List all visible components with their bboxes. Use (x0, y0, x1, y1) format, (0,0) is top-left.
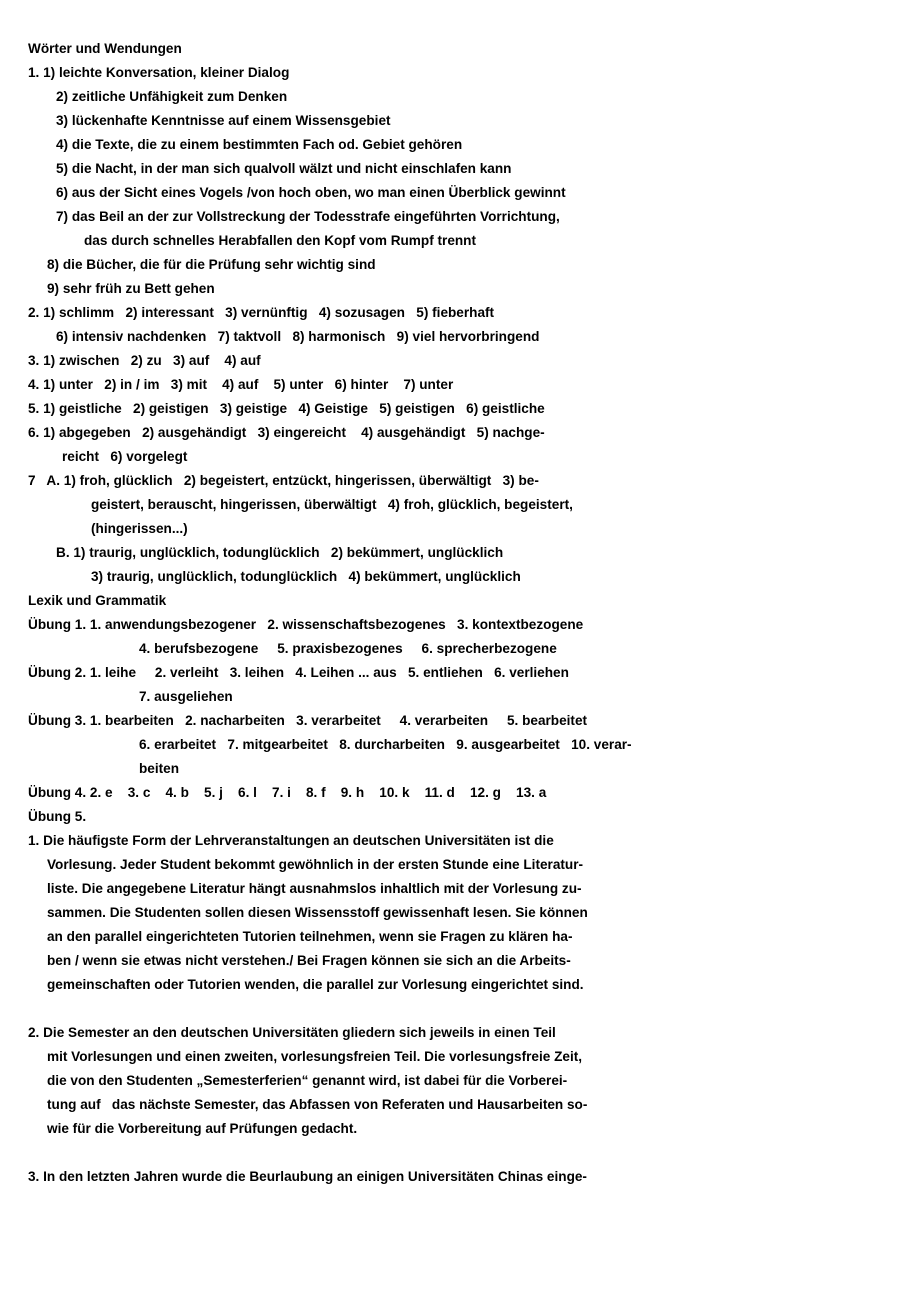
text-line: B. 1) traurig, unglücklich, todunglücklich 2) bekümmert, unglücklich (56, 545, 504, 560)
text-line: 6. 1) abgegeben 2) ausgehändigt 3) eingereicht 4) ausgehändigt 5) nachge- (28, 425, 545, 440)
text-line: das durch schnelles Herabfallen den Kopf vom Rumpf trennt (84, 233, 477, 248)
text-line: 1. 1) leichte Konversation, kleiner Dialog (28, 65, 290, 80)
text-line: 5) die Nacht, in der man sich qualvoll wälzt und nicht einschlafen kann (56, 161, 512, 176)
heading-uebung-5: Übung 5. (28, 809, 87, 824)
text-line: 3) lückenhafte Kenntnisse auf einem Wissensgebiet (56, 113, 391, 128)
text-line: reicht 6) vorgelegt (62, 449, 188, 464)
text-line: 6. erarbeitet 7. mitgearbeitet 8. durcharbeiten 9. ausgearbeitet 10. verar- (139, 737, 632, 752)
text-line: Übung 1. 1. anwendungsbezogener 2. wissenschaftsbezogenes 3. kontextbezogene (28, 617, 584, 632)
text-line: 6) aus der Sicht eines Vogels /von hoch oben, wo man einen Überblick gewinnt (56, 185, 566, 200)
paragraph-line: 2. Die Semester an den deutschen Universitäten gliedern sich jeweils in einen Teil (28, 1025, 556, 1040)
text-line: 7 A. 1) froh, glücklich 2) begeistert, entzückt, hingerissen, überwältigt 3) be- (28, 473, 539, 488)
text-line: geistert, berauscht, hingerissen, überwältigt 4) froh, glücklich, begeistert, (91, 497, 573, 512)
text-line: 7) das Beil an der zur Vollstreckung der Todesstrafe eingeführten Vorrichtung, (56, 209, 560, 224)
paragraph-line: tung auf das nächste Semester, das Abfassen von Referaten und Hausarbeiten so- (47, 1097, 588, 1112)
paragraph-line: 1. Die häufigste Form der Lehrveranstaltungen an deutschen Universitäten ist die (28, 833, 554, 848)
text-line: Übung 3. 1. bearbeiten 2. nacharbeiten 3. verarbeitet 4. verarbeiten 5. bearbeitet (28, 713, 588, 728)
text-line: 4) die Texte, die zu einem bestimmten Fach od. Gebiet gehören (56, 137, 463, 152)
heading-woerter-und-wendungen: Wörter und Wendungen (28, 41, 182, 56)
heading-lexik-und-grammatik: Lexik und Grammatik (28, 593, 167, 608)
paragraph-line: Vorlesung. Jeder Student bekommt gewöhnlich in der ersten Stunde eine Literatur- (47, 857, 584, 872)
paragraph-line: sammen. Die Studenten sollen diesen Wissensstoff gewissenhaft lesen. Sie können (47, 905, 588, 920)
text-line: 5. 1) geistliche 2) geistigen 3) geistige 4) Geistige 5) geistigen 6) geistliche (28, 401, 545, 416)
paragraph-line: liste. Die angegebene Literatur hängt ausnahmslos inhaltlich mit der Vorlesung zu- (47, 881, 582, 896)
text-line: 3) traurig, unglücklich, todunglücklich 4) bekümmert, unglücklich (91, 569, 521, 584)
paragraph-line: an den parallel eingerichteten Tutorien teilnehmen, wenn sie Fragen zu klären ha- (47, 929, 573, 944)
paragraph-line: die von den Studenten „Semesterferien“ genannt wird, ist dabei für die Vorberei- (47, 1073, 568, 1088)
text-line: Übung 2. 1. leihe 2. verleiht 3. leihen 4. Leihen ... aus 5. entliehen 6. verliehen (28, 665, 569, 680)
paragraph-line: wie für die Vorbereitung auf Prüfungen gedacht. (47, 1121, 358, 1136)
text-line: 6) intensiv nachdenken 7) taktvoll 8) harmonisch 9) viel hervorbringend (56, 329, 540, 344)
text-line: (hingerissen...) (91, 521, 188, 536)
text-line: Übung 4. 2. e 3. c 4. b 5. j 6. l 7. i 8. f 9. h 10. k 11. d 12. g 13. a (28, 785, 547, 800)
text-line: 8) die Bücher, die für die Prüfung sehr wichtig sind (47, 257, 376, 272)
paragraph-line: ben / wenn sie etwas nicht verstehen./ Bei Fragen können sie sich an die Arbeits- (47, 953, 571, 968)
text-line: beiten (139, 761, 180, 776)
text-line: 9) sehr früh zu Bett gehen (47, 281, 215, 296)
text-line: 4. berufsbezogene 5. praxisbezogenes 6. sprecherbezogene (139, 641, 557, 656)
paragraph-line: mit Vorlesungen und einen zweiten, vorlesungsfreien Teil. Die vorlesungsfreie Zeit, (47, 1049, 583, 1064)
text-line: 2. 1) schlimm 2) interessant 3) vernünftig 4) sozusagen 5) fieberhaft (28, 305, 495, 320)
text-line: 2) zeitliche Unfähigkeit zum Denken (56, 89, 288, 104)
text-line: 3. 1) zwischen 2) zu 3) auf 4) auf (28, 353, 261, 368)
paragraph-line: gemeinschaften oder Tutorien wenden, die parallel zur Vorlesung eingerichtet sind. (47, 977, 584, 992)
text-line: 7. ausgeliehen (139, 689, 233, 704)
paragraph-line: 3. In den letzten Jahren wurde die Beurlaubung an einigen Universitäten Chinas einge- (28, 1169, 587, 1184)
text-line: 4. 1) unter 2) in / im 3) mit 4) auf 5) unter 6) hinter 7) unter (28, 377, 454, 392)
